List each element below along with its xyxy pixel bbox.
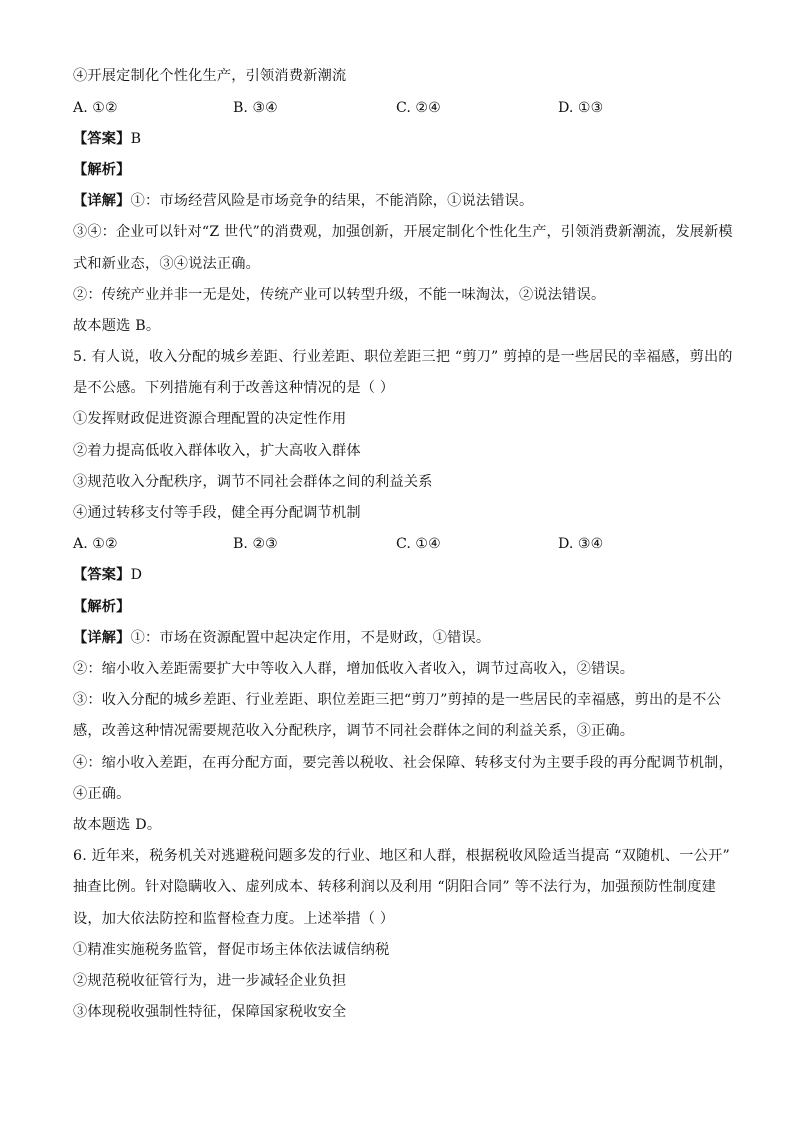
q5-option-d: D. ③④ (558, 536, 604, 552)
q5-options (73, 534, 733, 554)
q5-stem-b: 是不公感。下列措施有利于改善这种情况的是（ ） (73, 380, 395, 396)
q5-detail-3b: 感，改善这种情况需要规范收入分配秩序，调节不同社会群体之间的利益关系，③正确。 (73, 723, 635, 739)
q5-detail-1: 【详解】①：市场在资源配置中起决定作用，不是财政，①错误。 (73, 630, 491, 646)
q4-detail-2b: 式和新业态，③④说法正确。 (73, 256, 261, 272)
q6-stem-a: 6. 近年来，税务机关对逃避税问题多发的行业、地区和人群，根据税收风险适当提高 “双随机、一公开” (73, 848, 730, 864)
q4-option-d: D. ①③ (558, 100, 604, 116)
q5-item-4: ④通过转移支付等手段，健全再分配调节机制 (73, 505, 361, 521)
q6-item-1: ①精准实施税务监管，督促市场主体依法诚信纳税 (73, 942, 390, 958)
answer-value: D (130, 567, 143, 583)
q5-conclusion: 故本题选 D。 (73, 817, 162, 833)
q4-option-b: B. ③④ (233, 100, 278, 116)
q4-conclusion: 故本题选 B。 (73, 318, 161, 334)
q4-detail-2a: ③④：企业可以针对“Z 世代”的消费观，加强创新，开展定制化个性化生产，引领消费新潮流，发展新模 (73, 224, 733, 240)
q6-stem-b: 抽查比例。针对隐瞒收入、虚列成本、转移利润以及利用 “阴阳合同” 等不法行为，加强预防性制度建 (73, 879, 716, 895)
q5-item-2: ②着力提高低收入群体收入，扩大高收入群体 (73, 443, 361, 459)
q4-option-a: A. ①② (73, 100, 118, 116)
q4-detail-1: 【详解】①：市场经营风险是市场竞争的结果，不能消除，①说法错误。 (73, 193, 534, 209)
q6-item-3: ③体现税收强制性特征，保障国家税收安全 (73, 1004, 347, 1020)
q5-detail-2: ②：缩小收入差距需要扩大中等收入人群，增加低收入者收入，调节过高收入，②错误。 (73, 661, 635, 677)
q4-answer (73, 129, 733, 149)
q4-analysis-label: 【解析】 (73, 162, 131, 178)
q4-options (73, 98, 733, 118)
q6-item-2: ②规范税收征管行为，进一步减轻企业负担 (73, 973, 347, 989)
q5-analysis-label: 【解析】 (73, 599, 131, 615)
q5-detail-4a: ④：缩小收入差距，在再分配方面，要完善以税收、社会保障、转移支付为主要手段的再分配调节机制， (73, 755, 733, 771)
q5-option-a: A. ①② (73, 536, 118, 552)
q5-option-c: C. ①④ (396, 536, 441, 552)
q5-detail-3a: ③：收入分配的城乡差距、行业差距、职位差距三把“剪刀”剪掉的是一些居民的幸福感，剪出的是不公 (73, 692, 721, 708)
q4-option-c: C. ②④ (396, 100, 441, 116)
q5-stem-a: 5. 有人说，收入分配的城乡差距、行业差距、职位差距三把 “剪刀” 剪掉的是一些居民的幸福感，剪出的 (73, 349, 733, 365)
q4-item-4: ④开展定制化个性化生产，引领消费新潮流 (73, 68, 347, 84)
q5-answer (73, 565, 733, 585)
detail-label: 【详解】 (73, 193, 131, 209)
q5-item-1: ①发挥财政促进资源合理配置的决定性作用 (73, 411, 347, 427)
q5-option-b: B. ②③ (233, 536, 278, 552)
q4-detail-3: ②：传统产业并非一无是处，传统产业可以转型升级，不能一味淘汰，②说法错误。 (73, 287, 606, 303)
q6-stem-c: 设，加大依法防控和监督检查力度。上述举措（ ） (73, 911, 395, 927)
detail-label: 【详解】 (73, 630, 131, 646)
answer-label: 【答案】 (73, 567, 131, 583)
answer-value: B (130, 131, 142, 147)
q5-detail-4b: ④正确。 (73, 786, 131, 802)
answer-label: 【答案】 (73, 131, 131, 147)
q5-item-3: ③规范收入分配秩序，调节不同社会群体之间的利益关系 (73, 474, 433, 490)
